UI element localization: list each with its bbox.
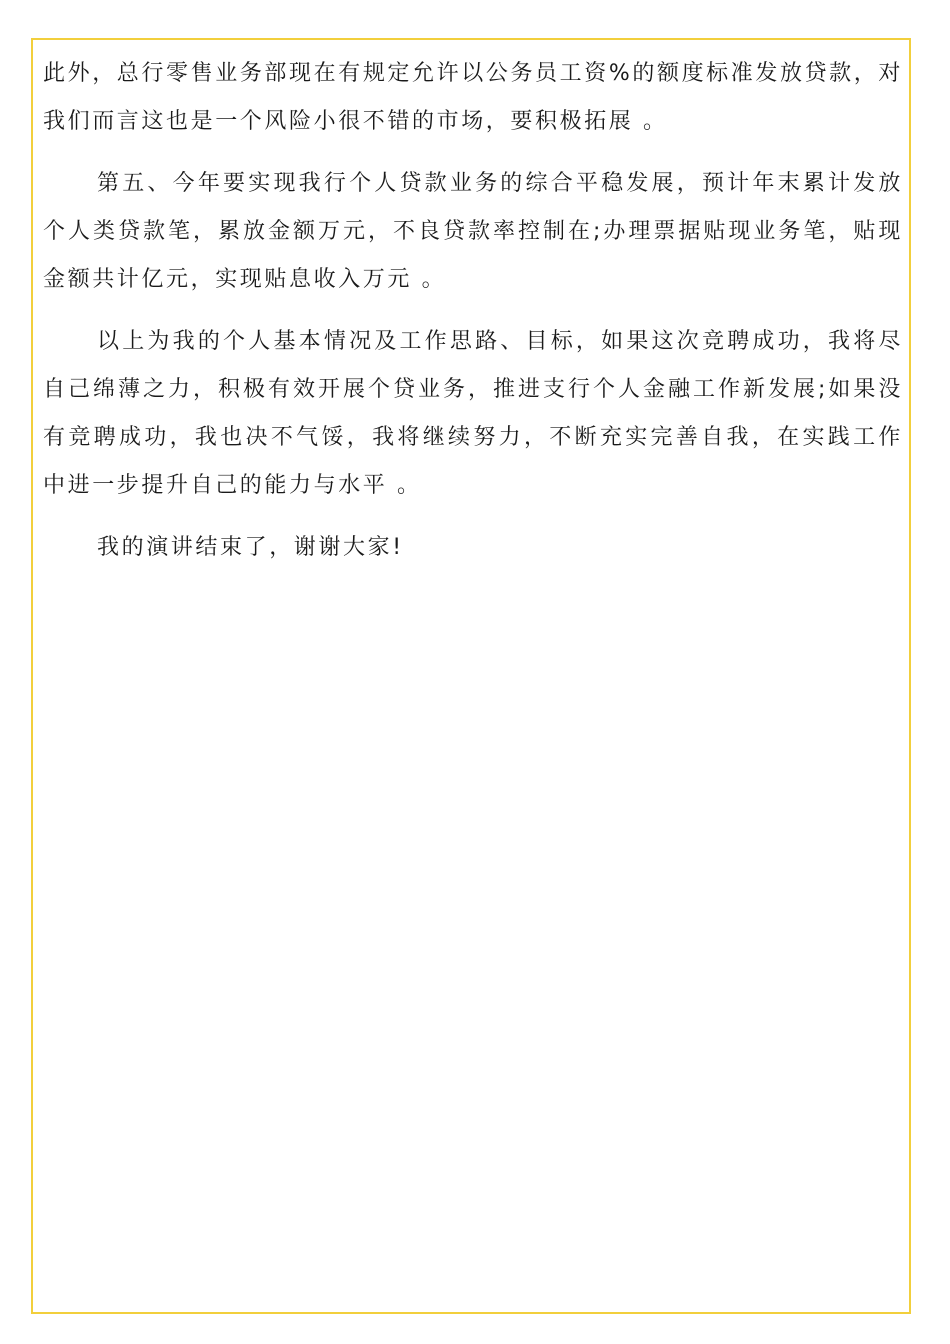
paragraph-4: 我的演讲结束了，谢谢大家! bbox=[97, 535, 404, 560]
paragraph-1: 此外，总行零售业务部现在有规定允许以公务员工资%的额度标准发放贷款，对我们而言这也是一个风险小很不错的市场，要积极拓展 。 bbox=[43, 61, 903, 134]
paragraph-3: 以上为我的个人基本情况及工作思路、目标，如果这次竞聘成功，我将尽自己绵薄之力，积极有效开展个贷业务，推进支行个人金融工作新发展;如果没有竞聘成功，我也决不气馁，我将继续努力，不断充实完善自我，在实践工作中进一步提升自己的能力与水平 。 bbox=[43, 329, 903, 498]
page-frame bbox=[31, 38, 911, 1314]
paragraph-2: 第五、今年要实现我行个人贷款业务的综合平稳发展，预计年末累计发放个人类贷款笔，累放金额万元，不良贷款率控制在;办理票据贴现业务笔，贴现金额共计亿元，实现贴息收入万元 。 bbox=[43, 171, 903, 292]
document-body bbox=[43, 50, 903, 586]
